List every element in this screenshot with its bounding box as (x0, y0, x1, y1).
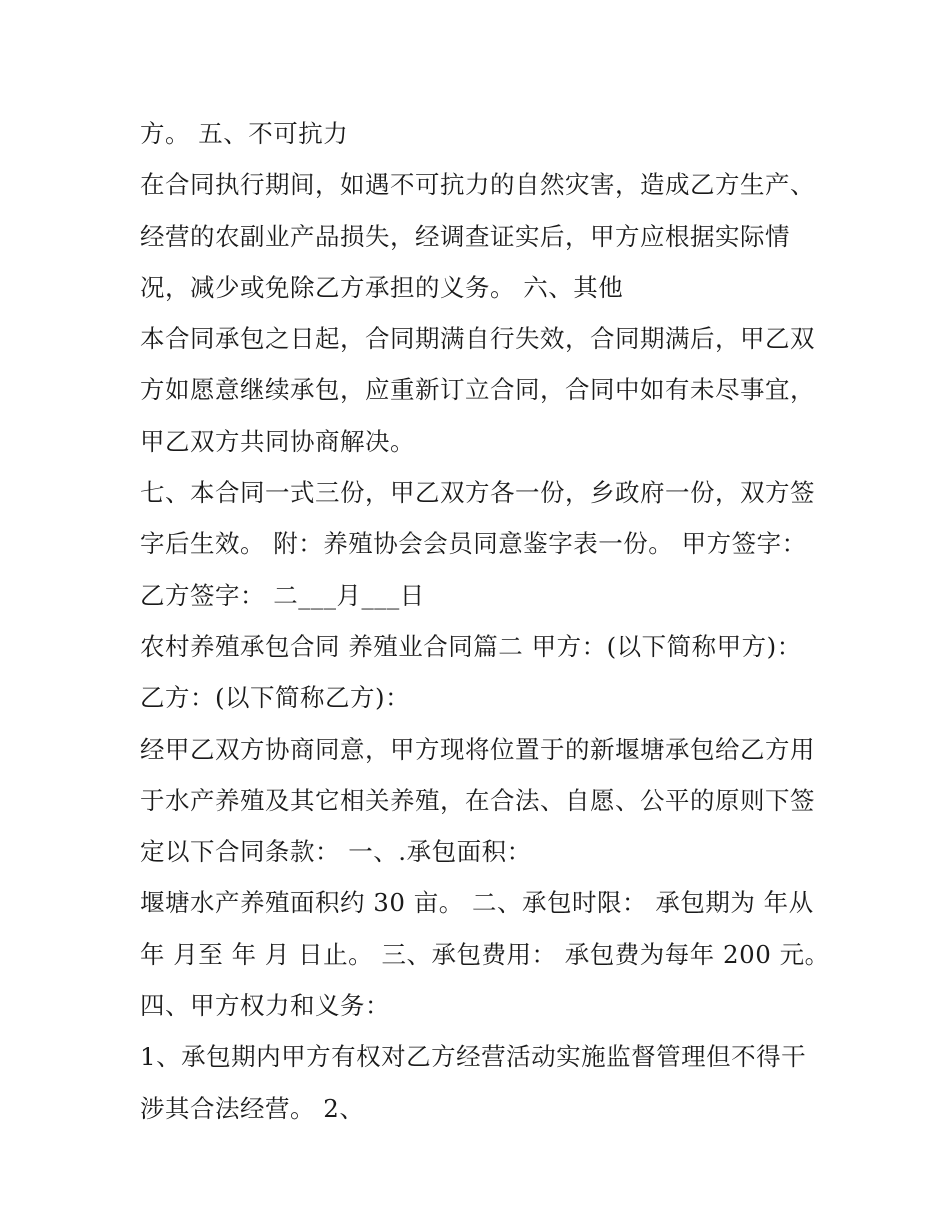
text-line: 乙方签字： 二___月___日 (140, 580, 425, 610)
text-line: 涉其合法经营。 2、 (140, 1093, 365, 1123)
text-line: 四、甲方权力和义务： (140, 991, 390, 1021)
text-line: 本合同承包之日起，合同期满自行失效，合同期满后，甲乙双 (140, 324, 815, 354)
text-line: 七、本合同一式三份，甲乙双方各一份，乡政府一份，双方签 (140, 478, 815, 508)
text-line: 经营的农副业产品损失，经调查证实后，甲方应根据实际情 (140, 221, 790, 251)
text-line: 况，减少或免除乙方承担的义务。 六、其他 (140, 272, 624, 302)
text-line: 经甲乙双方协商同意，甲方现将位置于的新堰塘承包给乙方用 (140, 734, 815, 764)
text-line: 年 月至 年 月 日止。 三、承包费用： 承包费为每年 200 元。 (140, 939, 830, 969)
text-line: 农村养殖承包合同 养殖业合同篇二 甲方：(以下简称甲方)： (140, 631, 802, 661)
text-line: 在合同执行期间，如遇不可抗力的自然灾害，造成乙方生产、 (140, 170, 815, 200)
text-line: 甲乙双方共同协商解决。 (140, 426, 415, 456)
text-line: 1、承包期内甲方有权对乙方经营活动实施监督管理但不得干 (140, 1042, 807, 1072)
text-line: 方如愿意继续承包，应重新订立合同，合同中如有未尽事宜， (140, 375, 815, 405)
text-line: 方。 五、不可抗力 (140, 119, 349, 148)
text-line: 定以下合同条款： 一、.承包面积： (140, 837, 532, 867)
text-line: 乙方：(以下简称乙方)： (140, 683, 411, 713)
text-line: 堰塘水产养殖面积约 30 亩。 二、承包时限： 承包期为 年从 (140, 888, 814, 918)
text-line: 字后生效。 附：养殖协会会员同意鉴字表一份。 甲方签字： (140, 529, 807, 559)
text-line: 于水产养殖及其它相关养殖，在合法、自愿、公平的原则下签 (140, 785, 815, 815)
document-body (140, 108, 830, 1134)
